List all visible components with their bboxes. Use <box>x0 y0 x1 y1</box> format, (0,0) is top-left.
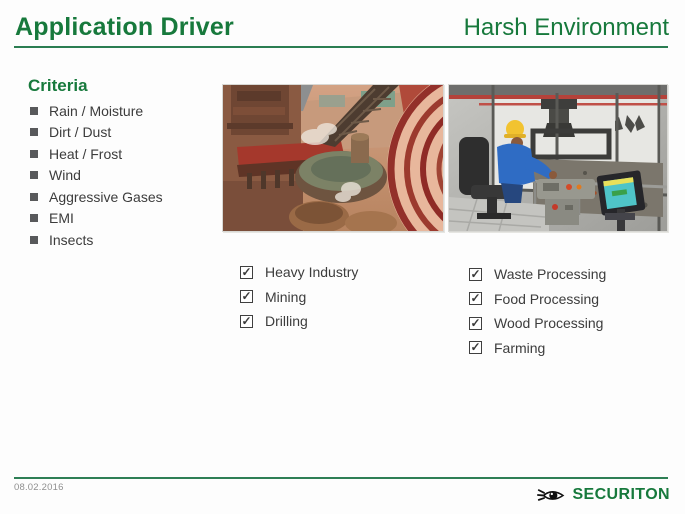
heavy-industry-photo <box>222 84 444 232</box>
list-item <box>30 143 163 165</box>
criteria-item-label: EMI <box>49 210 74 227</box>
checkbox-checked[interactable]: ✓ <box>241 264 252 279</box>
list-item <box>30 122 163 144</box>
square-bullet-icon <box>30 236 38 244</box>
list-item <box>30 100 163 122</box>
checkbox-label: Food Processing <box>494 290 600 307</box>
square-bullet-icon <box>30 214 38 222</box>
list-item <box>469 262 606 287</box>
heavy-industry-photo-illustration <box>223 85 443 231</box>
square-bullet-icon <box>30 128 38 136</box>
list-item <box>469 287 606 312</box>
securiton-logo <box>537 485 670 505</box>
list-item <box>240 309 358 334</box>
criteria-list <box>30 100 163 251</box>
checkbox-label: Heavy Industry <box>265 264 359 281</box>
checkbox-checked[interactable]: ✓ <box>470 315 481 330</box>
footer-divider <box>14 477 668 479</box>
page-subtitle: Harsh Environment <box>463 14 669 41</box>
eye-icon <box>537 485 567 505</box>
square-bullet-icon <box>30 150 38 158</box>
criteria-item-label: Insects <box>49 231 94 248</box>
waste-processing-photo <box>448 84 668 232</box>
slide-date: 08.02.2016 <box>14 482 64 493</box>
criteria-heading: Criteria <box>28 76 88 95</box>
square-bullet-icon <box>30 171 38 179</box>
criteria-item-label: Aggressive Gases <box>49 188 163 205</box>
checkbox-label: Drilling <box>265 313 308 330</box>
applications-left-list <box>240 260 358 334</box>
square-bullet-icon <box>30 193 38 201</box>
checkbox-checked[interactable]: ✓ <box>470 266 481 281</box>
list-item <box>240 260 358 285</box>
brand-name: SECURITON <box>572 486 670 503</box>
applications-right-list <box>469 262 606 360</box>
list-item <box>30 229 163 251</box>
checkbox-label: Farming <box>494 339 546 356</box>
criteria-item-label: Rain / Moisture <box>49 102 144 119</box>
waste-processing-photo-illustration <box>449 85 667 231</box>
checkbox-label: Waste Processing <box>494 266 607 283</box>
criteria-item-label: Dirt / Dust <box>49 124 112 141</box>
checkbox-label: Mining <box>265 288 307 305</box>
list-item <box>30 208 163 230</box>
checkbox-checked[interactable]: ✓ <box>470 340 481 355</box>
header-divider <box>14 46 668 48</box>
square-bullet-icon <box>30 107 38 115</box>
checkbox-label: Wood Processing <box>494 315 604 332</box>
checkbox-checked[interactable]: ✓ <box>241 289 252 304</box>
criteria-item-label: Heat / Frost <box>49 145 123 162</box>
list-item <box>30 165 163 187</box>
page-title: Application Driver <box>15 13 234 41</box>
list-item <box>30 186 163 208</box>
list-item <box>469 311 606 336</box>
criteria-item-label: Wind <box>49 167 81 184</box>
checkbox-checked[interactable]: ✓ <box>470 291 481 306</box>
list-item <box>469 336 606 361</box>
checkbox-checked[interactable]: ✓ <box>241 313 252 328</box>
list-item <box>240 285 358 310</box>
